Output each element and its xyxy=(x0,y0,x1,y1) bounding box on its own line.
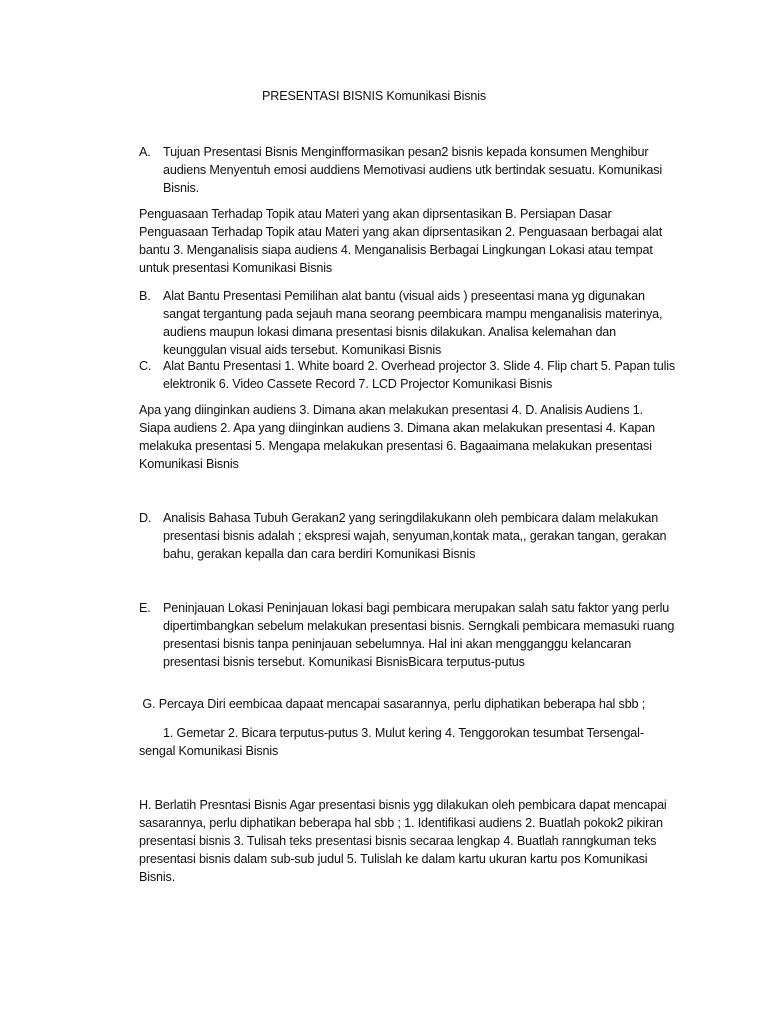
section-d xyxy=(139,509,679,563)
paragraph-percaya-diri: G. Percaya Diri eembicaa dapaat mencapai sasarannya, perlu diphatikan beberapa hal sbb ; xyxy=(139,697,646,711)
section-a-text: Tujuan Presentasi Bisnis Menginfformasikan pesan2 bisnis kepada konsumen Menghibur audiens Menyentuh emosi auddiens Memotivasi audiens utk bertindak sesuatu. Komunikasi Bisnis. xyxy=(163,145,662,195)
section-c-text: Alat Bantu Presentasi 1. White board 2. Overhead projector 3. Slide 4. Flip chart 5. Papan tulis elektronik 6. Video Cassete Record 7. LCD Projector Komunikasi Bisnis xyxy=(163,359,676,391)
section-d-marker: D. xyxy=(139,511,152,525)
section-e-text: Peninjauan Lokasi Peninjauan lokasi bagi pembicara merupakan salah satu faktor yang perlu dipertimbangkan sebelum melakukan presentasi bisnis. Serngkali pembicara memasuki ruang presentasi bisnis tanpa peninjauan sebelumnya. Hal ini akan mengganggu kelancaran presentasi bisnis tersebut. Komunikasi BisnisBicara terputus-putus xyxy=(163,601,675,669)
document-title: PRESENTASI BISNIS Komunikasi Bisnis xyxy=(262,89,487,103)
section-d-text: Analisis Bahasa Tubuh Gerakan2 yang seringdilakukann oleh pembicara dalam melakukan presentasi bisnis adalah ; ekspresi wajah, senyuman,kontak mata,, gerakan tangan, gerakan bahu, gerakan kepalla dan cara berdiri Komunikasi Bisnis xyxy=(163,511,667,561)
section-a xyxy=(139,143,679,197)
section-e xyxy=(139,599,679,671)
paragraph-berlatih: H. Berlatih Presntasi Bisnis Agar presentasi bisnis ygg dilakukan oleh pembicara dapat mencapai sasarannya, perlu diphatikan beberapa hal sbb ; 1. Identifikasi audiens 2. Buatlah pokok2 pikiran presentasi bisnis 3. Tulisah teks presentasi bisnis secaraa lengkap 4. Buatlah ranngkuman teks presentasi bisnis dalam sub-sub judul 5. Tulislah ke dalam kartu ukuran kartu pos Komunikasi Bisnis. xyxy=(139,798,667,884)
section-a-marker: A. xyxy=(139,145,151,159)
section-b xyxy=(139,287,679,359)
paragraph-audiens: Apa yang diinginkan audiens 3. Dimana akan melakukan presentasi 4. D. Analisis Audiens 1. Siapa audiens 2. Apa yang diinginkan audiens 3. Dimana akan melakukan presentasi 4. Kapan melakuka presentasi 5. Mengapa melakukan presentasi 6. Bagaaimana melakukan presentasi Komunikasi Bisnis xyxy=(139,403,655,471)
section-c xyxy=(139,357,679,393)
paragraph-gemetar: 1. Gemetar 2. Bicara terputus-putus 3. Mulut kering 4. Tenggorokan tesumbat Tersengal-sengal Komunikasi Bisnis xyxy=(139,726,644,758)
section-e-marker: E. xyxy=(139,601,151,615)
section-b-marker: B. xyxy=(139,289,151,303)
paragraph-penguasaan: Penguasaan Terhadap Topik atau Materi yang akan diprsentasikan B. Persiapan Dasar Penguasaan Terhadap Topik atau Materi yang akan diprsentasikan 2. Penguasaan berbagai alat bantu 3. Menganalisis siapa audiens 4. Menganalisis Berbagai Lingkungan Lokasi atau tempat untuk presentasi Komunikasi Bisnis xyxy=(139,207,663,275)
section-b-text: Alat Bantu Presentasi Pemilihan alat bantu (visual aids ) preseentasi mana yg digunakan sangat tergantung pada sejauh mana seorang peembicara mampu menganalisis materinya, audiens maupun lokasi dimana presentasi bisnis dilakukan. Analisa kelemahan dan keunggulan visual aids tersebut. Komunikasi Bisnis xyxy=(163,289,663,357)
section-c-marker: C. xyxy=(139,359,152,373)
